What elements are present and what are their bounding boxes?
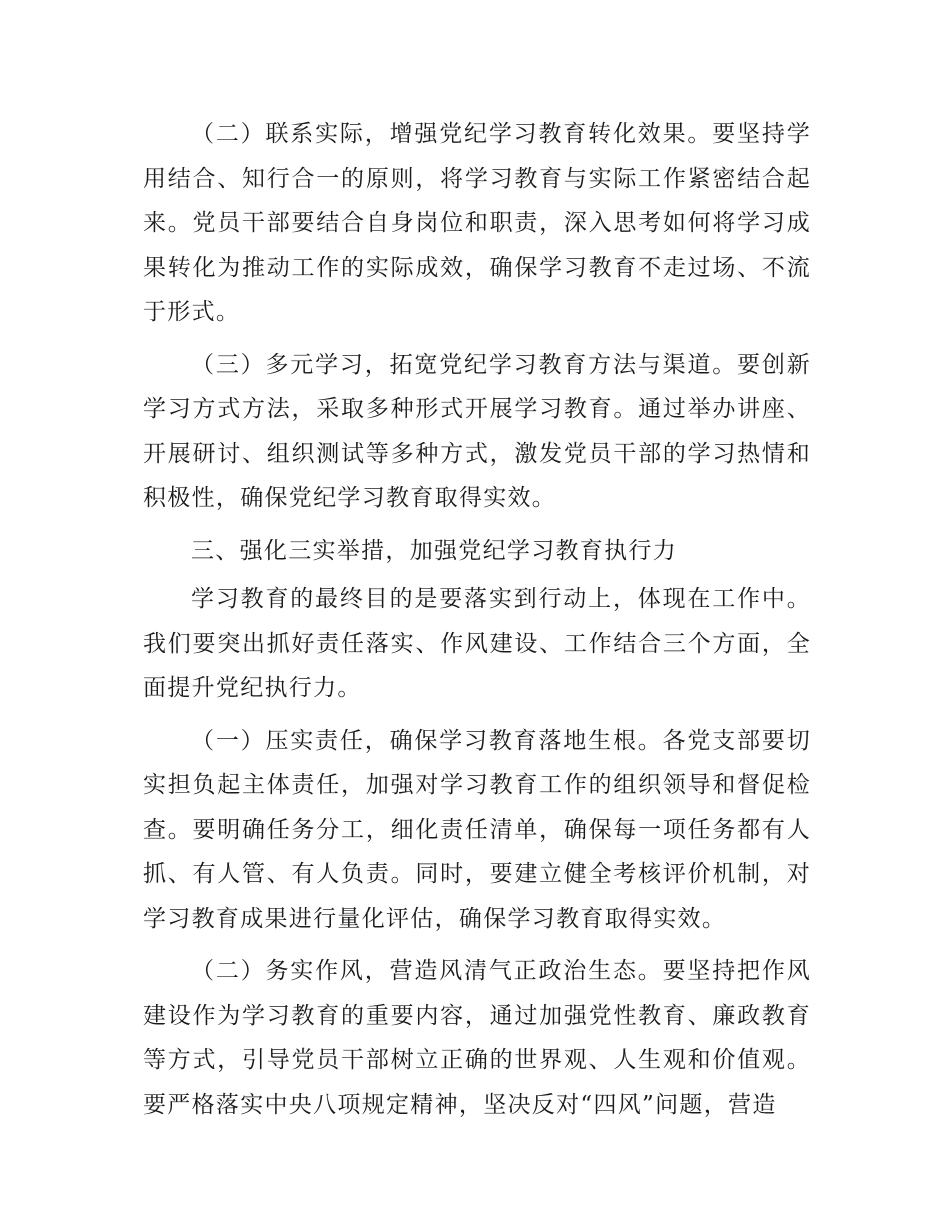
paragraph-section-3-2: （二）务实作风，营造风清气正政治生态。要坚持把作风建设作为学习教育的重要内容，通过加强党性教育、廉政教育等方式，引导党员干部树立正确的世界观、人生观和价值观。要严格落实中央八项规定精神，坚决反对“四风”问题，营造 bbox=[143, 958, 811, 1118]
section-heading-3: 三、强化三实举措，加强党纪学习教育执行力 bbox=[191, 537, 677, 564]
paragraph-section-2-3: （三）多元学习，拓宽党纪学习教育方法与渠道。要创新学习方式方法，采取多种形式开展学习教育。通过举办讲座、开展研讨、组织测试等多种方式，激发党员干部的学习热情和积极性，确保党纪学习教育取得实效。 bbox=[143, 351, 811, 511]
paragraph-section-3-intro: 学习教育的最终目的是要落实到行动上，体现在工作中。我们要突出抓好责任落实、作风建设、工作结合三个方面，全面提升党纪执行力。 bbox=[143, 586, 811, 701]
document-body bbox=[143, 112, 811, 1135]
paragraph-section-3-1: （一）压实责任，确保学习教育落地生根。各党支部要切实担负起主体责任，加强对学习教育工作的组织领导和督促检查。要明确任务分工，细化责任清单，确保每一项任务都有人抓、有人管、有人负责。同时，要建立健全考核评价机制，对学习教育成果进行量化评估，确保学习教育取得实效。 bbox=[143, 727, 811, 932]
paragraph-section-2-2: （二）联系实际，增强党纪学习教育转化效果。要坚持学用结合、知行合一的原则，将学习教育与实际工作紧密结合起来。党员干部要结合自身岗位和职责，深入思考如何将学习成果转化为推动工作的实际成效，确保学习教育不走过场、不流于形式。 bbox=[143, 121, 811, 325]
